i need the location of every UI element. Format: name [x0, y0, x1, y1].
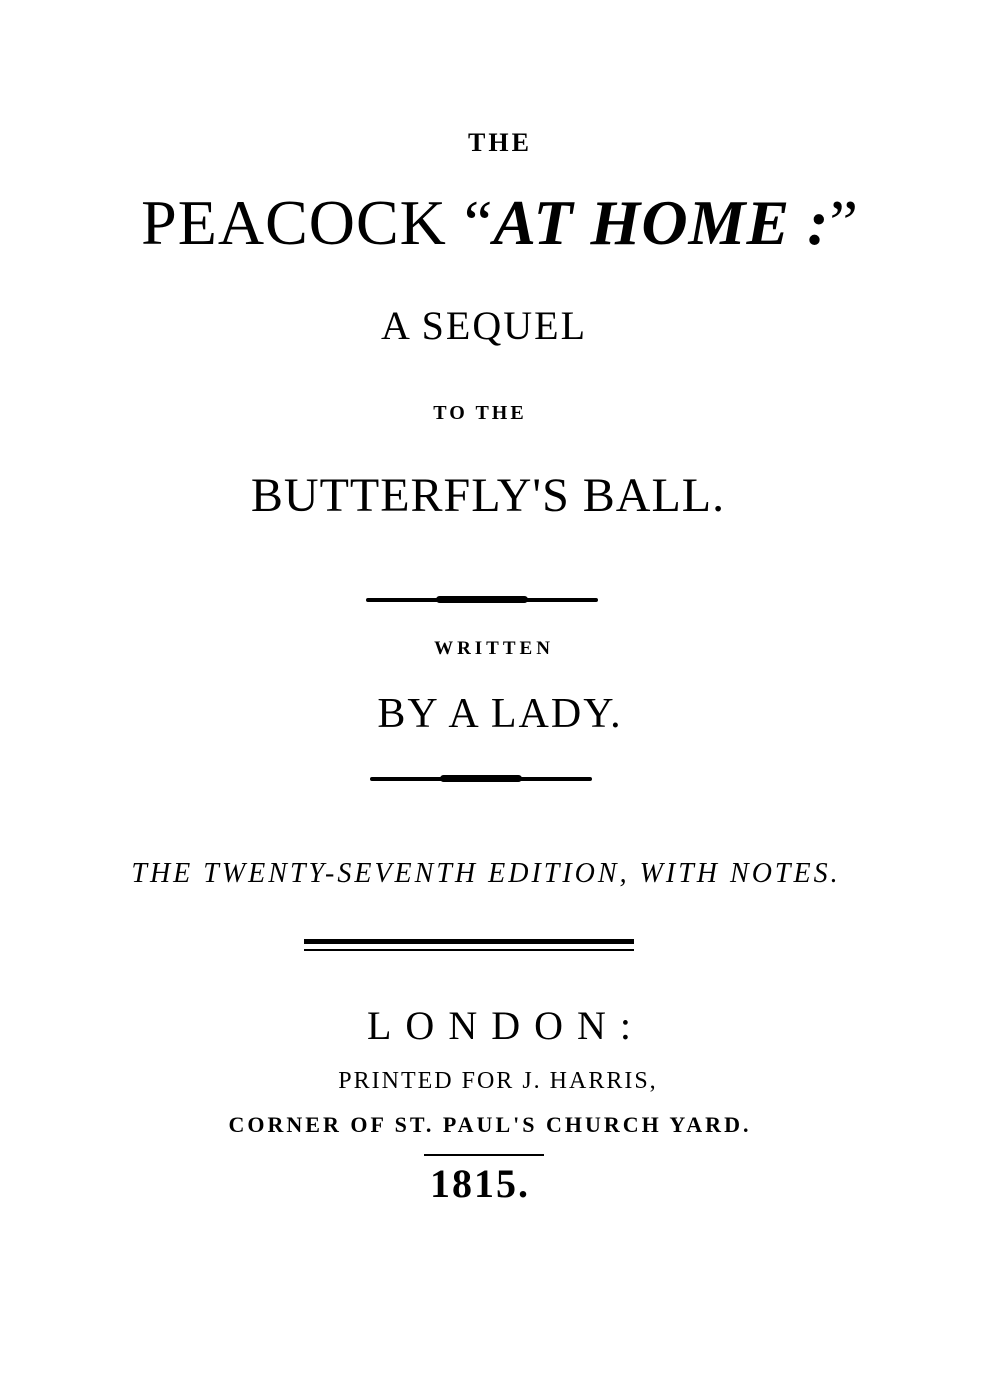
- imprint-address: CORNER OF ST. PAUL'S CHURCH YARD.: [228, 1112, 752, 1137]
- short-rule: [424, 1154, 544, 1156]
- edition-line: THE TWENTY-SEVENTH EDITION, WITH NOTES.: [131, 858, 841, 889]
- imprint-printer: PRINTED FOR J. HARRIS,: [338, 1068, 658, 1094]
- ornamental-rule-upper-swell: [436, 596, 528, 603]
- main-title-italic: AT HOME :: [493, 187, 830, 258]
- subtitle-to-the: TO THE: [433, 402, 527, 424]
- subtitle-sequel: A SEQUEL: [381, 303, 587, 348]
- double-rule-thin: [304, 949, 634, 951]
- ornamental-rule-lower-swell: [440, 775, 522, 782]
- imprint-year: 1815.: [430, 1161, 530, 1206]
- imprint-place: LONDON:: [367, 1003, 645, 1048]
- main-title-close-quote: ”: [829, 187, 859, 258]
- title-the: THE: [468, 128, 532, 157]
- main-title: [0, 186, 1000, 260]
- subtitle-butterflys-ball: BUTTERFLY'S BALL.: [250, 469, 726, 522]
- author-line: BY A LADY.: [377, 691, 623, 737]
- main-title-roman: PEACOCK “: [141, 187, 494, 258]
- written-label: WRITTEN: [434, 638, 554, 659]
- double-rule-thick: [304, 939, 634, 944]
